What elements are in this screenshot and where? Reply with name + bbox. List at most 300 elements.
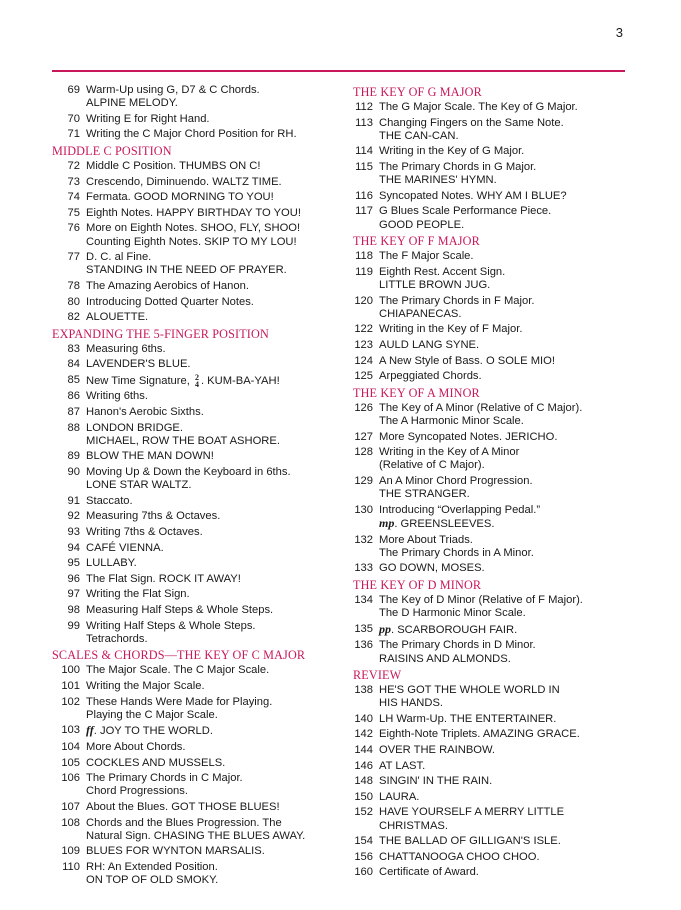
toc-entry-text bbox=[379, 446, 633, 472]
entry-line-text: The Primary Chords in D Minor. bbox=[379, 639, 536, 652]
entry-line bbox=[379, 562, 633, 575]
entry-line-text: An A Minor Chord Progression. bbox=[379, 474, 533, 487]
page-ref-number: 86 bbox=[67, 390, 80, 403]
entry-line bbox=[379, 323, 633, 336]
toc-entry bbox=[353, 639, 633, 665]
entry-line-text: Moving Up & Down the Keyboard in 6ths. bbox=[86, 466, 291, 479]
toc-entry bbox=[353, 101, 633, 114]
entry-line bbox=[86, 526, 342, 539]
toc-entry bbox=[353, 190, 633, 203]
entry-line bbox=[86, 160, 342, 173]
toc-entry-text bbox=[86, 557, 342, 570]
dynamic-marking-icon: mp bbox=[379, 515, 395, 530]
toc-entry bbox=[353, 370, 633, 383]
entry-line bbox=[86, 358, 342, 371]
toc-left-column bbox=[52, 84, 342, 890]
entry-line bbox=[86, 236, 342, 249]
page-ref-number: 150 bbox=[354, 790, 373, 803]
entry-line-text: The Flat Sign. ROCK IT AWAY! bbox=[86, 572, 241, 585]
toc-entry-text bbox=[86, 845, 342, 858]
entry-line bbox=[379, 402, 633, 415]
toc-entry-text bbox=[379, 145, 633, 158]
entry-line bbox=[86, 680, 342, 693]
entry-line bbox=[379, 713, 633, 726]
entry-line bbox=[379, 174, 633, 187]
entry-line-text: Writing 6ths. bbox=[86, 390, 148, 403]
toc-entry bbox=[52, 450, 342, 463]
entry-line-text: Measuring 7ths & Octaves. bbox=[86, 510, 221, 523]
toc-entry-text bbox=[86, 280, 342, 293]
page-ref-number: 87 bbox=[67, 406, 80, 419]
entry-line bbox=[86, 251, 342, 264]
entry-line bbox=[86, 390, 342, 403]
entry-line bbox=[86, 696, 342, 709]
entry-line-text: More on Eighth Notes. SHOO, FLY, SHOO! bbox=[86, 222, 301, 235]
entry-line bbox=[379, 446, 633, 459]
entry-line-text: STANDING IN THE NEED OF PRAYER. bbox=[86, 264, 287, 277]
page-ref-number: 132 bbox=[354, 533, 373, 546]
entry-line bbox=[86, 406, 342, 419]
toc-entry-text bbox=[379, 791, 633, 804]
page-ref-number: 122 bbox=[354, 323, 373, 336]
entry-line bbox=[86, 620, 342, 633]
entry-line bbox=[379, 250, 633, 263]
entry-line-text: . JOY TO THE WORLD. bbox=[93, 725, 213, 738]
page-ref-number: 135 bbox=[354, 622, 373, 635]
toc-entry-text bbox=[86, 422, 342, 448]
toc-entry bbox=[353, 760, 633, 773]
toc-entry-text bbox=[86, 251, 342, 277]
entry-line-text: More Syncopated Notes. JERICHO. bbox=[379, 430, 558, 443]
toc-entry bbox=[52, 724, 342, 738]
entry-line-text: Natural Sign. CHASING THE BLUES AWAY. bbox=[86, 829, 306, 842]
entry-line-text: LITTLE BROWN JUG. bbox=[379, 278, 491, 291]
entry-line-text: The D Harmonic Minor Scale. bbox=[379, 607, 526, 620]
entry-line bbox=[86, 450, 342, 463]
toc-entry-text bbox=[379, 684, 633, 710]
entry-line bbox=[379, 653, 633, 666]
entry-line bbox=[379, 775, 633, 788]
toc-entry bbox=[52, 817, 342, 843]
entry-line bbox=[379, 117, 633, 130]
page-ref-number: 134 bbox=[354, 593, 373, 606]
page-ref-number: 118 bbox=[355, 250, 373, 263]
entry-line bbox=[379, 851, 633, 864]
entry-line-text: ALOUETTE. bbox=[86, 311, 149, 324]
toc-entry-text bbox=[379, 562, 633, 575]
entry-line-text: AT LAST. bbox=[379, 759, 426, 772]
toc-entry bbox=[52, 207, 342, 220]
toc-entry-text bbox=[86, 358, 342, 371]
entry-line-text: Eighth Notes. HAPPY BIRTHDAY TO YOU! bbox=[86, 206, 301, 219]
entry-line bbox=[379, 355, 633, 368]
entry-line-text: The Key of A Minor (Relative of C Major). bbox=[379, 401, 583, 414]
toc-entry bbox=[52, 680, 342, 693]
entry-line-text: Counting Eighth Notes. SKIP TO MY LOU! bbox=[86, 235, 297, 248]
entry-line bbox=[379, 684, 633, 697]
toc-entry-text bbox=[86, 296, 342, 309]
entry-line-text: The G Major Scale. The Key of G Major. bbox=[379, 101, 578, 113]
entry-line bbox=[86, 207, 342, 220]
toc-entry bbox=[353, 835, 633, 848]
toc-entry bbox=[353, 145, 633, 158]
entry-line-text: CHATTANOOGA CHOO CHOO. bbox=[379, 850, 540, 863]
toc-entry bbox=[52, 390, 342, 403]
toc-entry bbox=[353, 791, 633, 804]
toc-entry-text bbox=[86, 450, 342, 463]
entry-line-text: LONDON BRIDGE. bbox=[86, 421, 183, 434]
entry-line-text: HIS HANDS. bbox=[379, 697, 444, 710]
toc-entry-text bbox=[86, 311, 342, 324]
page-ref-number: 85 bbox=[67, 373, 80, 386]
toc-entry-text bbox=[86, 84, 342, 110]
page-ref-number: 124 bbox=[354, 354, 373, 367]
toc-entry-text bbox=[379, 161, 633, 187]
page-ref-number: 136 bbox=[354, 639, 373, 652]
toc-entry bbox=[353, 355, 633, 368]
toc-entry bbox=[52, 128, 342, 141]
page-ref-number: 128 bbox=[354, 446, 373, 459]
toc-entry-text bbox=[379, 475, 633, 501]
page-ref-number: 110 bbox=[62, 860, 80, 873]
entry-line bbox=[86, 573, 342, 586]
entry-line bbox=[86, 542, 342, 555]
page-ref-number: 83 bbox=[67, 342, 80, 355]
page-ref-number: 106 bbox=[61, 772, 80, 785]
toc-entry bbox=[52, 84, 342, 110]
header-rule bbox=[52, 70, 625, 72]
page-ref-number: 148 bbox=[354, 775, 373, 788]
entry-line bbox=[86, 176, 342, 189]
entry-line bbox=[86, 374, 342, 388]
toc-entry-text bbox=[379, 744, 633, 757]
entry-line-text: GO DOWN, MOSES. bbox=[379, 562, 485, 575]
toc-entry bbox=[52, 160, 342, 173]
entry-line bbox=[379, 744, 633, 757]
toc-entry-text bbox=[86, 573, 342, 586]
page-ref-number: 146 bbox=[354, 759, 373, 772]
toc-entry-text bbox=[86, 222, 342, 248]
entry-line-text: The Amazing Aerobics of Hanon. bbox=[86, 279, 249, 292]
toc-entry-text bbox=[379, 101, 633, 114]
toc-entry-text bbox=[86, 495, 342, 508]
toc-entry-text bbox=[379, 594, 633, 620]
toc-entry-text bbox=[86, 772, 342, 798]
toc-entry-text bbox=[379, 835, 633, 848]
entry-line-text: THE BALLAD OF GILLIGAN'S ISLE. bbox=[379, 835, 561, 848]
entry-line bbox=[86, 785, 342, 798]
entry-line-text: Writing E for Right Hand. bbox=[86, 112, 210, 125]
entry-line-text: . SCARBOROUGH FAIR. bbox=[391, 623, 518, 636]
entry-line-text: Certificate of Award. bbox=[379, 866, 479, 879]
entry-line-text: More About Triads. bbox=[379, 533, 473, 546]
toc-entry-text bbox=[379, 370, 633, 383]
toc-entry bbox=[52, 406, 342, 419]
entry-line-text: The Major Scale. The C Major Scale. bbox=[86, 664, 270, 677]
page-ref-number: 116 bbox=[355, 189, 373, 202]
entry-line bbox=[86, 495, 342, 508]
toc-entry-text bbox=[379, 534, 633, 560]
toc-entry-text bbox=[379, 266, 633, 292]
section-heading: MIDDLE C POSITION bbox=[52, 143, 172, 158]
page-ref-number: 77 bbox=[67, 251, 80, 264]
page-ref-number: 99 bbox=[67, 619, 80, 632]
toc-entry-text bbox=[86, 588, 342, 601]
toc-entry-text bbox=[86, 604, 342, 617]
toc-entry-text bbox=[86, 406, 342, 419]
toc-entry-text bbox=[86, 664, 342, 677]
entry-line bbox=[86, 588, 342, 601]
page-ref-number: 103 bbox=[61, 724, 80, 737]
toc-entry-text bbox=[86, 176, 342, 189]
time-signature-icon bbox=[195, 374, 199, 388]
entry-line-text: Chords and the Blues Progression. The bbox=[86, 816, 282, 829]
entry-line bbox=[86, 741, 342, 754]
entry-line bbox=[86, 84, 342, 97]
entry-line-text: SINGIN' IN THE RAIN. bbox=[379, 775, 493, 788]
toc-entry-text bbox=[86, 757, 342, 770]
toc-entry bbox=[353, 161, 633, 187]
page-ref-number: 84 bbox=[67, 358, 80, 371]
page-ref-number: 91 bbox=[67, 494, 80, 507]
entry-line bbox=[379, 504, 633, 517]
toc-entry-text bbox=[379, 190, 633, 203]
entry-line bbox=[86, 874, 342, 887]
entry-line bbox=[379, 607, 633, 620]
entry-line-text: These Hands Were Made for Playing. bbox=[86, 695, 273, 708]
entry-line bbox=[379, 534, 633, 547]
page-ref-number: 69 bbox=[67, 84, 80, 96]
entry-line-text: Measuring 6ths. bbox=[86, 342, 166, 355]
entry-line-text: . KUM-BA-YAH! bbox=[200, 374, 280, 387]
entry-line-text: Writing 7ths & Octaves. bbox=[86, 526, 203, 539]
page-ref-number: 102 bbox=[61, 695, 80, 708]
entry-line-text: Eighth Rest. Accent Sign. bbox=[379, 265, 506, 278]
page-ref-number: 73 bbox=[67, 175, 80, 188]
toc-entry bbox=[52, 280, 342, 293]
toc-entry bbox=[353, 266, 633, 292]
toc-entry-text bbox=[86, 526, 342, 539]
entry-line-text: Writing in the Key of F Major. bbox=[379, 323, 523, 336]
entry-line bbox=[379, 488, 633, 501]
toc-entry-text bbox=[86, 801, 342, 814]
section-heading: THE KEY OF G MAJOR bbox=[353, 85, 482, 99]
toc-entry bbox=[52, 358, 342, 371]
entry-line-text: The Primary Chords in G Major. bbox=[379, 160, 537, 173]
entry-line bbox=[86, 757, 342, 770]
page-ref-number: 82 bbox=[67, 311, 80, 324]
entry-line bbox=[379, 697, 633, 710]
entry-line bbox=[86, 510, 342, 523]
entry-line bbox=[86, 296, 342, 309]
entry-line bbox=[86, 557, 342, 570]
entry-line bbox=[86, 97, 342, 110]
entry-line-text: New Time Signature, bbox=[86, 374, 193, 387]
time-signature-bottom: 4 bbox=[194, 379, 199, 389]
entry-line-text: About the Blues. GOT THOSE BLUES! bbox=[86, 800, 280, 813]
entry-line-text: The Primary Chords in C Major. bbox=[86, 772, 243, 785]
page-ref-number: 96 bbox=[67, 572, 80, 585]
entry-line-text: More About Chords. bbox=[86, 740, 186, 753]
entry-line bbox=[379, 760, 633, 773]
toc-entry bbox=[52, 343, 342, 356]
entry-line bbox=[379, 190, 633, 203]
page-ref-number: 123 bbox=[354, 338, 373, 351]
entry-line-text: GOOD PEOPLE. bbox=[379, 218, 465, 231]
page-ref-number: 138 bbox=[354, 684, 373, 697]
toc-entry bbox=[52, 801, 342, 814]
entry-line-text: ON TOP OF OLD SMOKY. bbox=[86, 874, 219, 887]
toc-entry bbox=[52, 374, 342, 388]
toc-entry bbox=[353, 534, 633, 560]
entry-line bbox=[379, 594, 633, 607]
entry-line-text: Changing Fingers on the Same Note. bbox=[379, 116, 564, 129]
entry-line-text: D. C. al Fine. bbox=[86, 251, 152, 264]
entry-line bbox=[379, 431, 633, 444]
entry-line bbox=[86, 801, 342, 814]
toc-entry bbox=[353, 623, 633, 637]
entry-line bbox=[379, 517, 633, 531]
toc-entry-text bbox=[86, 113, 342, 126]
page-ref-number: 152 bbox=[354, 806, 373, 819]
page-ref-number: 75 bbox=[67, 206, 80, 219]
toc-entry-text bbox=[86, 466, 342, 492]
toc-entry-text bbox=[379, 775, 633, 788]
page-ref-number: 100 bbox=[61, 664, 80, 677]
entry-line-text: RH: An Extended Position. bbox=[86, 860, 218, 873]
entry-line bbox=[379, 101, 633, 114]
entry-line-text: CHRISTMAS. bbox=[379, 819, 448, 832]
entry-line-text: Writing the Flat Sign. bbox=[86, 588, 190, 601]
entry-line bbox=[86, 604, 342, 617]
toc-entry bbox=[52, 741, 342, 754]
toc-entry-text bbox=[86, 741, 342, 754]
entry-line bbox=[379, 728, 633, 741]
entry-line-text: THE CAN-CAN. bbox=[379, 129, 459, 142]
toc-entry bbox=[52, 251, 342, 277]
entry-line bbox=[86, 280, 342, 293]
entry-line-text: ALPINE MELODY. bbox=[86, 97, 178, 110]
toc-entry-text bbox=[379, 866, 633, 879]
page-ref-number: 94 bbox=[67, 541, 80, 554]
entry-line bbox=[86, 222, 342, 235]
toc-entry-text bbox=[86, 160, 342, 173]
entry-line bbox=[86, 772, 342, 785]
entry-line bbox=[86, 343, 342, 356]
page-ref-number: 125 bbox=[354, 370, 373, 383]
entry-line-text: The Key of D Minor (Relative of F Major). bbox=[379, 593, 583, 606]
entry-line bbox=[379, 820, 633, 833]
toc-entry-text bbox=[86, 620, 342, 646]
toc-entry-text bbox=[379, 339, 633, 352]
page-ref-number: 97 bbox=[67, 588, 80, 601]
toc-entry-text bbox=[379, 402, 633, 428]
toc-entry bbox=[353, 684, 633, 710]
toc-entry-text bbox=[379, 713, 633, 726]
toc-entry bbox=[52, 573, 342, 586]
page-ref-number: 90 bbox=[67, 466, 80, 479]
toc-entry bbox=[353, 851, 633, 864]
toc-entry-text bbox=[86, 128, 342, 141]
toc-entry-text bbox=[379, 295, 633, 321]
entry-line bbox=[86, 466, 342, 479]
page-ref-number: 109 bbox=[61, 845, 80, 858]
entry-line-text: . GREENSLEEVES. bbox=[394, 517, 495, 530]
page-ref-number: 74 bbox=[67, 191, 80, 204]
page-ref-number: 160 bbox=[354, 866, 373, 879]
page-ref-number: 117 bbox=[355, 205, 373, 218]
section-heading: THE KEY OF F MAJOR bbox=[353, 234, 480, 249]
toc-entry-text bbox=[379, 760, 633, 773]
toc-entry bbox=[353, 446, 633, 472]
toc-entry-text bbox=[86, 817, 342, 843]
page-ref-number: 92 bbox=[67, 510, 80, 523]
toc-entry bbox=[353, 594, 633, 620]
page-ref-number: 95 bbox=[67, 557, 80, 570]
entry-line bbox=[379, 279, 633, 292]
entry-line bbox=[379, 639, 633, 652]
entry-line bbox=[379, 205, 633, 218]
entry-line-text: AULD LANG SYNE. bbox=[379, 338, 480, 351]
toc-entry bbox=[52, 557, 342, 570]
toc-entry bbox=[52, 845, 342, 858]
entry-line bbox=[86, 830, 342, 843]
dynamic-marking-icon: ff bbox=[86, 723, 94, 738]
toc-entry-text bbox=[379, 117, 633, 143]
entry-line-text: LONE STAR WALTZ. bbox=[86, 479, 192, 492]
entry-line bbox=[379, 295, 633, 308]
time-signature-top: 2 bbox=[194, 372, 199, 382]
toc-entry-text bbox=[86, 207, 342, 220]
entry-line bbox=[379, 866, 633, 879]
toc-entry-text bbox=[379, 205, 633, 231]
page-ref-number: 113 bbox=[355, 116, 373, 129]
toc-entry bbox=[353, 806, 633, 832]
toc-entry bbox=[52, 422, 342, 448]
toc-entry bbox=[353, 744, 633, 757]
page-ref-number: 107 bbox=[61, 800, 80, 813]
toc-entry bbox=[353, 475, 633, 501]
entry-line bbox=[86, 264, 342, 277]
toc-entry bbox=[52, 757, 342, 770]
entry-line bbox=[379, 130, 633, 143]
entry-line-text: Chord Progressions. bbox=[86, 785, 188, 798]
entry-line bbox=[86, 113, 342, 126]
toc-entry-text bbox=[86, 374, 342, 388]
entry-line bbox=[379, 145, 633, 158]
toc-entry bbox=[52, 113, 342, 126]
entry-line-text: LAURA. bbox=[379, 790, 420, 803]
toc-entry-text bbox=[379, 355, 633, 368]
entry-line-text: THE MARINES' HYMN. bbox=[379, 174, 497, 187]
toc-entry bbox=[353, 504, 633, 531]
toc-entry-text bbox=[86, 861, 342, 887]
entry-line-text: Introducing “Overlapping Pedal.” bbox=[379, 503, 541, 516]
entry-line-text: MICHAEL, ROW THE BOAT ASHORE. bbox=[86, 434, 280, 447]
entry-line-text: COCKLES AND MUSSELS. bbox=[86, 756, 226, 769]
entry-line-text: The Primary Chords in A Minor. bbox=[379, 546, 534, 559]
page-ref-number: 114 bbox=[355, 145, 373, 158]
page-ref-number: 133 bbox=[354, 562, 373, 575]
page-ref-number: 89 bbox=[67, 450, 80, 463]
toc-entry bbox=[353, 866, 633, 879]
entry-line bbox=[86, 709, 342, 722]
toc-entry bbox=[353, 728, 633, 741]
toc-entry bbox=[52, 296, 342, 309]
entry-line-text: CHIAPANECAS. bbox=[379, 307, 462, 320]
toc-entry bbox=[52, 311, 342, 324]
entry-line-text: THE STRANGER. bbox=[379, 488, 470, 501]
